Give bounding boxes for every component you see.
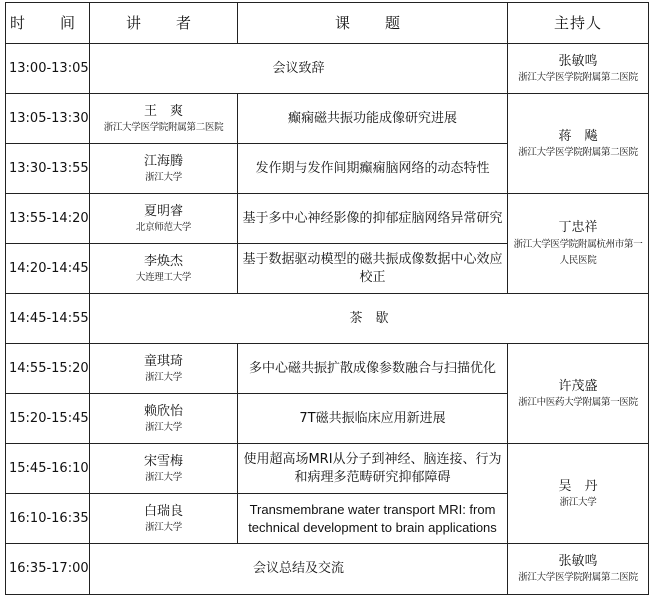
topic-cell: 多中心磁共振扩散成像参数融合与扫描优化 — [238, 344, 508, 394]
host-affiliation: 浙江中医药大学附属第一医院 — [518, 396, 638, 408]
speaker-name: 赖欣怡 — [143, 403, 183, 419]
header-row — [6, 3, 649, 44]
speaker-cell — [90, 94, 238, 144]
speaker-affiliation: 北京师范大学 — [135, 221, 192, 233]
speaker-cell — [90, 194, 238, 244]
speaker-affiliation: 浙江大学 — [145, 421, 182, 433]
speaker-cell — [90, 444, 238, 494]
host-name: 许茂盛 — [558, 378, 598, 394]
time-cell: 13:00-13:05 — [6, 44, 90, 94]
time-cell: 13:05-13:30 — [6, 94, 90, 144]
speaker-name: 李焕杰 — [143, 253, 183, 269]
host-cell — [508, 94, 649, 194]
speaker-affiliation: 浙江大学 — [145, 471, 182, 483]
speaker-name: 王 爽 — [143, 103, 183, 119]
time-cell: 15:45-16:10 — [6, 444, 90, 494]
host-affiliation: 浙江大学 — [559, 496, 597, 508]
speaker-cell — [90, 394, 238, 444]
table-row — [6, 294, 649, 344]
table-row — [6, 44, 649, 94]
time-cell: 13:30-13:55 — [6, 144, 90, 194]
speaker-affiliation: 大连理工大学 — [135, 271, 192, 283]
host-name: 张敏鸣 — [558, 53, 598, 69]
host-cell — [508, 44, 649, 94]
host-name: 丁忠祥 — [558, 219, 598, 235]
host-cell — [508, 444, 649, 544]
time-cell: 16:10-16:35 — [6, 494, 90, 544]
speaker-name: 夏明睿 — [143, 203, 183, 219]
speaker-name: 宋雪梅 — [143, 453, 183, 469]
topic-cell: 基于数据驱动模型的磁共振成像数据中心效应校正 — [238, 244, 508, 294]
speaker-cell — [90, 144, 238, 194]
topic-cell: 癫痫磁共振功能成像研究进展 — [238, 94, 508, 144]
host-affiliation: 浙江大学医学院附属第二医院 — [518, 71, 638, 83]
topic-cell: 基于多中心神经影像的抑郁症脑网络异常研究 — [238, 194, 508, 244]
speaker-cell — [90, 494, 238, 544]
time-cell: 15:20-15:45 — [6, 394, 90, 444]
topic-cell: Transmembrane water transport MRI: from technical development to brain applications — [238, 494, 508, 544]
host-name: 蒋 飚 — [558, 128, 598, 144]
speaker-name: 白瑞良 — [143, 503, 183, 519]
time-cell: 14:55-15:20 — [6, 344, 90, 394]
table-row — [6, 344, 649, 394]
host-affiliation: 浙江大学医学院附属杭州市第一人民医院 — [513, 238, 643, 266]
host-cell — [508, 544, 649, 595]
speaker-affiliation: 浙江大学医学院附属第二医院 — [103, 121, 224, 133]
topic-cell: 使用超高场MRI从分子到神经、脑连接、行为和病理多范畴研究抑郁障碍 — [238, 444, 508, 494]
table-row — [6, 94, 649, 144]
header-time: 时 间 — [6, 3, 90, 44]
speaker-cell — [90, 244, 238, 294]
speaker-affiliation: 浙江大学 — [145, 371, 182, 383]
topic-cell: 7T磁共振临床应用新进展 — [238, 394, 508, 444]
host-cell — [508, 194, 649, 294]
table-row — [6, 194, 649, 244]
table-row — [6, 444, 649, 494]
speaker-cell — [90, 344, 238, 394]
host-name: 张敏鸣 — [558, 554, 598, 569]
speaker-name: 童琪琦 — [143, 353, 183, 369]
topic-cell: 会议致辞 — [90, 44, 508, 94]
time-cell: 16:35-17:00 — [6, 544, 90, 595]
host-affiliation: 浙江大学医学院附属第二医院 — [518, 572, 638, 583]
time-cell: 14:45-14:55 — [6, 294, 90, 344]
topic-cell: 茶 歇 — [90, 294, 649, 344]
speaker-name: 江海腾 — [143, 153, 183, 169]
topic-cell: 会议总结及交流 — [90, 544, 508, 595]
topic-cell: 发作期与发作间期癫痫脑网络的动态特性 — [238, 144, 508, 194]
host-affiliation: 浙江大学医学院附属第二医院 — [518, 146, 638, 158]
schedule-table — [5, 2, 649, 595]
header-host: 主持人 — [508, 3, 649, 44]
time-cell: 13:55-14:20 — [6, 194, 90, 244]
host-name: 吴 丹 — [558, 478, 598, 494]
speaker-affiliation: 浙江大学 — [145, 521, 182, 533]
host-cell — [508, 344, 649, 444]
speaker-affiliation: 浙江大学 — [145, 171, 182, 183]
table-row — [6, 544, 649, 595]
time-cell: 14:20-14:45 — [6, 244, 90, 294]
header-topic: 课 题 — [238, 3, 508, 44]
header-speaker: 讲 者 — [90, 3, 238, 44]
